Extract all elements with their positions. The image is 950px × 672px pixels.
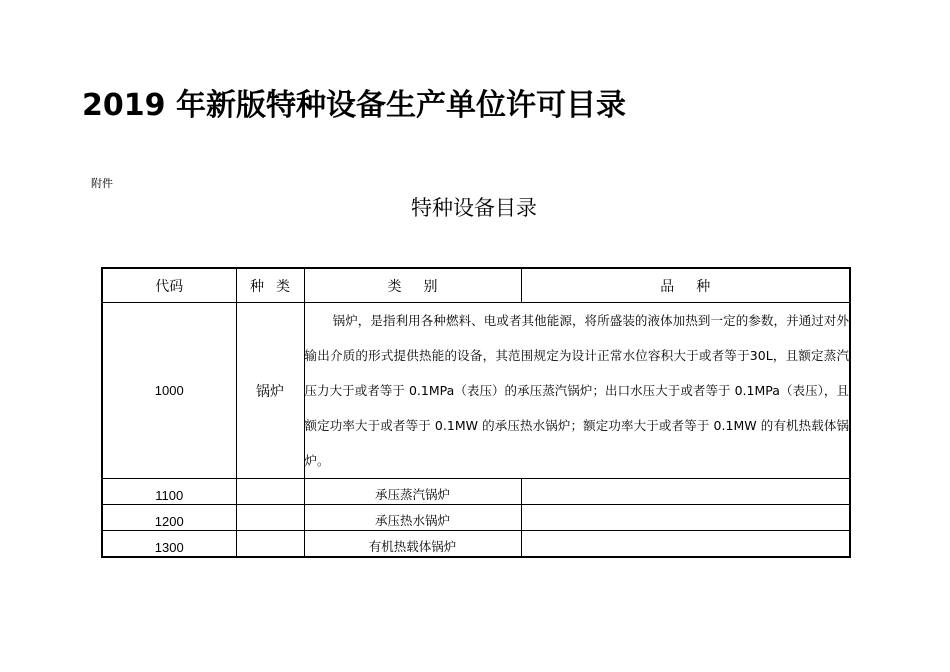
header-kind-label: 种类 [250,278,302,295]
variety-cell [521,479,850,505]
catalog-title [0,193,950,223]
class-cell: 承压热水锅炉 [304,505,521,531]
header-variety [521,268,850,303]
code-cell: 1100 [102,479,236,505]
header-class [304,268,521,303]
table-header-row [102,268,850,303]
header-variety-label: 品种 [660,278,733,295]
attachment-label: 附件 [91,177,113,190]
variety-cell [521,531,850,558]
equipment-catalog-table [101,267,851,558]
description-text: 锅炉，是指利用各种燃料、电或者其他能源，将所盛装的液体加热到一定的参数，并通过对外输出介质的形式提供热能的设备，其范围规定为设计正常水位容积大于或者等于30L，且额定蒸汽压力大于或者等于 0.1MPa（表压）的承压蒸汽锅炉；出口水压大于或者等于 0.1MPa（表压），且额定功率大于或者等于 0.1MW 的承压热水锅炉；额定功率大于或者等于 0.1MW 的有机热载体锅炉。 [304,313,849,468]
table-row [102,479,850,505]
code-cell: 1200 [102,505,236,531]
code-cell: 1000 [102,303,236,479]
kind-cell: 锅炉 [236,303,304,479]
kind-cell [236,531,304,558]
header-kind [236,268,304,303]
class-cell: 有机热载体锅炉 [304,531,521,558]
description-cell [304,303,850,479]
table-row [102,303,850,479]
class-cell: 承压蒸汽锅炉 [304,479,521,505]
header-class-label: 类别 [387,278,460,295]
kind-cell [236,479,304,505]
code-cell: 1300 [102,531,236,558]
table-row [102,505,850,531]
kind-cell [236,505,304,531]
document-title: 2019 年新版特种设备生产单位许可目录 [82,88,626,123]
catalog-title-text: 特种设备目录 [411,196,537,220]
table-row [102,531,850,558]
variety-cell [521,505,850,531]
header-code: 代码 [102,268,236,303]
